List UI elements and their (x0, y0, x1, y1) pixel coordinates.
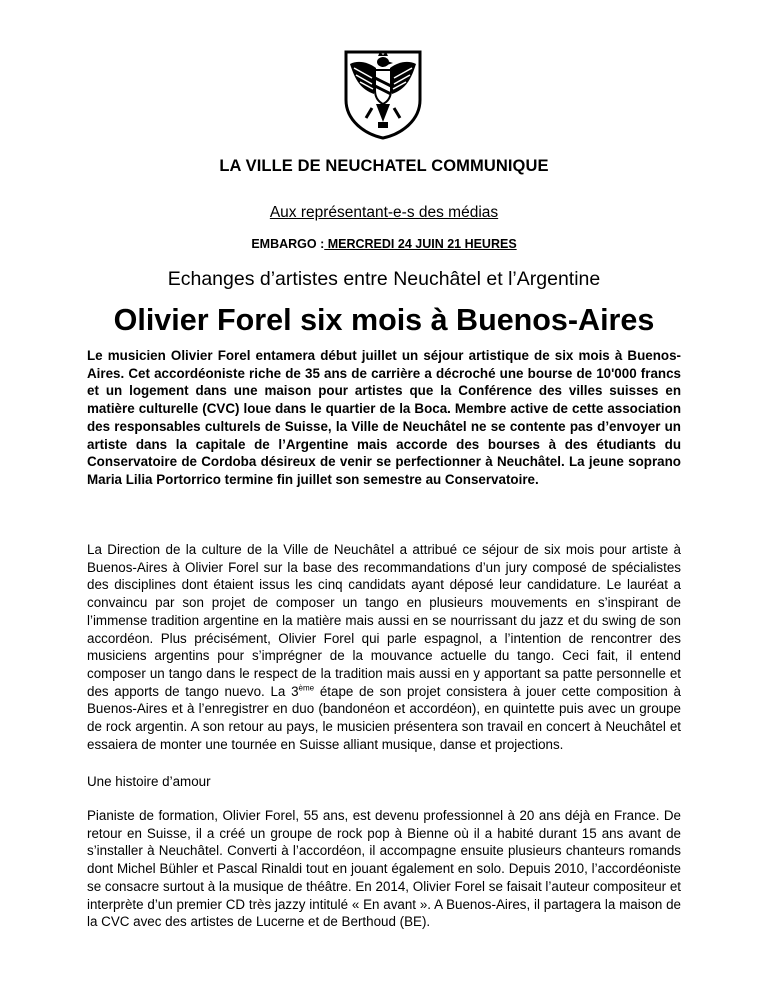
neuchatel-coat-of-arms-icon (342, 48, 424, 140)
article-lead: Le musicien Olivier Forel entamera début juillet un séjour artistique de six mois à Buenos-Aires. Cet accordéoniste riche de 35 ans de carrière a décroché une bourse de 10'000 francs et un logement dans une maison pour artistes que la Conférence des villes suisses en matière culturelle (CVC) loue dans le quartier de la Boca. Membre active de cette association des responsables culturels de Suisse, la Ville de Neuchâtel ne se contente pas d’envoyer un artiste dans la capitale de l’Argentine mais accorde des bourses à des étudiants du Conservatoire de Cordoba désireux de venir se perfectionner à Neuchâtel. La jeune soprano Maria Lilia Portorrico termine fin juillet son semestre au Conservatoire. (87, 348, 681, 487)
section-heading: Une histoire d’amour (87, 774, 211, 789)
article-paragraph-3: Pianiste de formation, Olivier Forel, 55 ans, est devenu professionnel à 20 ans déjà en France. De retour en Suisse, il a créé un groupe de rock pop à Bienne où il a habité durant 15 ans avant de s’installer à Neuchâtel. Converti à l’accordéon, il accompagne ensuite plusieurs chanteurs romands dont Michel Bühler et Pascal Rinaldi tout en jouant également en solo. Depuis 2010, l’accordéoniste se consacre surtout à la musique de théâtre. En 2014, Olivier Forel se faisait l’auteur compositeur et interprète d’un premier CD très jazzy intitulé « En avant ». A Buenos-Aires, il partagera la maison de la CVC avec des artistes de Lucerne et de Berthoud (BE). (87, 808, 681, 930)
audience-line: Aux représentant-e-s des médias (269, 204, 499, 221)
embargo-date: MERCREDI 24 JUIN 21 HEURES (324, 237, 517, 251)
article-subtitle: Echanges d’artistes entre Neuchâtel et l’Argentine (167, 268, 601, 290)
paragraph-2-text-a: La Direction de la culture de la Ville de Neuchâtel a attribué ce séjour de six mois pour artiste à Buenos-Aires à Olivier Forel sur la base des recommandations d’un jury composé de spécialistes des disciplines dont étaient issus les cinq candidats ayant déposé leur candidature. Le lauréat a convaincu par son projet de composer un tango en plusieurs mouvements en s’inspirant de l’immense tradition argentine en la matière mais aussi en se nourrissant du jazz et du swing de son accordéon. Plus précisément, Olivier Forel qui parle espagnol, a l’intention de rencontrer des musiciens argentins pour s’imprégner de la mouvance actuelle du tango. Ceci fait, il entend composer un tango dans le respect de la tradition mais aussi en y apportant sa patte personnelle et des apports de tango nuevo. La 3 (87, 542, 681, 699)
ordinal-suffix: ème (298, 683, 315, 693)
article-paragraph-2 (87, 541, 681, 753)
page-header-title: LA VILLE DE NEUCHATEL COMMUNIQUE (219, 157, 549, 175)
embargo-line (0, 237, 768, 251)
embargo-label: EMBARGO : (251, 237, 325, 251)
paragraph-2-text-b: étape de son projet consistera à jouer cette composition à Buenos-Aires et à l’enregistrer en duo (bandonéon et accordéon), en quintette puis avec un groupe de rock argentin. A son retour au pays, le musicien présentera son travail en concert à Neuchâtel et essaiera de monter une tournée en Suisse alliant musique, danse et projections. (87, 683, 681, 752)
article-title: Olivier Forel six mois à Buenos-Aires (113, 303, 655, 337)
